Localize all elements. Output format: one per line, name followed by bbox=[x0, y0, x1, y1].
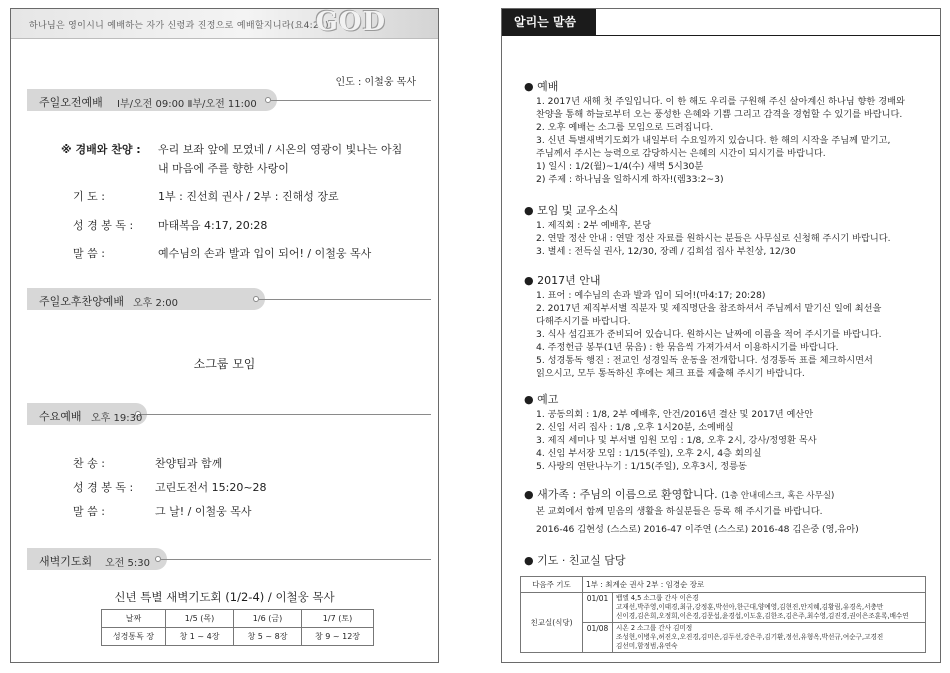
table-cell: 친교실(식당) bbox=[521, 593, 583, 653]
reading-value: 마태복음 4:17, 20:28 bbox=[158, 219, 268, 232]
section-time-morning: Ⅰ부/오전 09:00 Ⅱ부/오전 11:00 bbox=[117, 99, 257, 110]
wed-praise-label: 찬 송 : bbox=[73, 457, 105, 470]
bullet-dot bbox=[253, 296, 259, 302]
section-title-wednesday: 수요예배 bbox=[39, 410, 82, 423]
newcomer-heading-text: ● 새가족 : 주님의 이름으로 환영합니다. bbox=[524, 488, 718, 501]
divider bbox=[141, 414, 431, 415]
announcements-header: 알리는 말씀 bbox=[502, 9, 596, 36]
announcements-panel bbox=[501, 8, 941, 663]
list-item: 3. 식사 섬김표가 준비되어 있습니다. 원하시는 날짜에 이름을 적어 주시기를 바랍니다. bbox=[536, 329, 882, 340]
wed-praise-value: 찬양팀과 함께 bbox=[155, 457, 223, 470]
section-time-dawn: 오전 5:30 bbox=[105, 558, 150, 569]
reading-schedule-table bbox=[101, 609, 374, 646]
section-time-afternoon: 오후 2:00 bbox=[133, 298, 178, 309]
list-item: 1. 표어 : 예수님의 손과 발과 입이 되어!(마4:17; 20:28) bbox=[536, 290, 766, 301]
sermon-value: 예수님의 손과 발과 입이 되어! / 이철웅 목사 bbox=[158, 247, 372, 260]
wed-reading-value: 고린도전서 15:20~28 bbox=[155, 481, 267, 494]
section-title-dawn: 새벽기도회 bbox=[39, 555, 93, 568]
list-item: 3. 별세 : 전득실 권사, 12/30, 장례 / 김희섭 집사 부친상, 12/30 bbox=[536, 246, 796, 257]
table-row bbox=[102, 610, 374, 628]
table-row bbox=[521, 593, 926, 623]
guide-heading: ● 2017년 안내 bbox=[524, 274, 601, 287]
newcomer-line-1: 본 교회에서 함께 믿음의 생활을 하실분들은 등록 해 주시기를 바랍니다. bbox=[536, 506, 823, 517]
meeting-heading: ● 모임 및 교우소식 bbox=[524, 204, 619, 217]
divider bbox=[271, 100, 431, 101]
table-cell: 날짜 bbox=[102, 610, 166, 628]
table-cell: 시온 2 소그룹 간사 김미정 조성현,이병우,허진오,오진경,김미은,김두선,강은주,김기환,정선,유형옥,박선규,여순구,고경진 김선미,함정범,유연숙 bbox=[613, 623, 926, 653]
list-item: 4. 주정헌금 봉투(1년 묶음) : 한 묶음씩 가져가셔서 이용하시기를 바랍니다. bbox=[536, 342, 839, 353]
list-item: 2. 연말 정산 안내 : 연말 정산 자료를 원하시는 분들은 사무실로 신청해 주시기 바랍니다. bbox=[536, 233, 891, 244]
banner-verse: 하나님은 영이시니 예배하는 자가 신령과 진정으로 예배할지니라(요4:24) bbox=[29, 21, 329, 31]
table-cell: 1부 : 최계순 권사 2부 : 임경순 장로 bbox=[583, 577, 926, 593]
sermon-label: 말 씀 : bbox=[73, 247, 105, 260]
list-item: 1. 공동의회 : 1/8, 2부 예배후, 안건/2016년 결산 및 2017년 예산안 bbox=[536, 409, 814, 420]
worship-heading: ● 예배 bbox=[524, 80, 559, 93]
notice-heading: ● 예고 bbox=[524, 393, 559, 406]
table-cell: 01/01 bbox=[583, 593, 613, 623]
praise-line-2: 내 마음에 주를 향한 사랑이 bbox=[158, 162, 289, 175]
list-item: 2. 2017년 제직부서별 직분자 및 제직명단을 참조하셔서 주님께서 맡기신 일에 최선을 bbox=[536, 303, 882, 314]
wed-sermon-value: 그 날! / 이철웅 목사 bbox=[155, 505, 252, 518]
reading-label: 성 경 봉 독 : bbox=[73, 219, 134, 232]
table-cell: 01/08 bbox=[583, 623, 613, 653]
list-item: 주님께서 주시는 능력으로 감당하시는 은혜의 시간이 되시기를 바랍니다. bbox=[536, 148, 826, 159]
prayer-label: 기 도 : bbox=[73, 190, 105, 203]
list-item: 3. 제직 세미나 및 부서별 임원 모임 : 1/8, 오후 2시, 강사/정영환 목사 bbox=[536, 435, 817, 446]
table-cell: 창 5 ~ 8장 bbox=[234, 628, 302, 646]
divider bbox=[259, 299, 431, 300]
list-item: 2. 신임 서리 집사 : 1/8 ,오후 1시20분, 소예배실 bbox=[536, 422, 734, 433]
god-logo: GOD bbox=[315, 8, 386, 37]
officiant: 인도 : 이철웅 목사 bbox=[335, 77, 416, 88]
table-row bbox=[102, 628, 374, 646]
bullet-dot bbox=[155, 556, 161, 562]
prayer-room-table bbox=[520, 576, 926, 653]
afternoon-body: 소그룹 모임 bbox=[193, 357, 256, 371]
prayer-room-heading: ● 기도 · 친교실 담당 bbox=[524, 554, 626, 567]
list-item: 읽으시고, 모두 통독하신 후에는 체크 표를 제출해 주시기 바랍니다. bbox=[536, 368, 805, 379]
section-title-afternoon: 주일오후찬양예배 bbox=[39, 295, 125, 308]
list-item: 1) 일시 : 1/2(월)~1/4(수) 새벽 5시30분 bbox=[536, 161, 704, 172]
list-item: 다해주시기를 바랍니다. bbox=[536, 316, 631, 327]
newcomer-line-2: 2016-46 김현성 (스스로) 2016-47 이주연 (스스로) 2016-48 김은중 (영,유아) bbox=[536, 524, 859, 535]
newcomer-heading-note: (1층 안내데스크, 혹은 사무실) bbox=[721, 491, 835, 501]
table-cell: 1/5 (목) bbox=[166, 610, 234, 628]
section-title-morning: 주일오전예배 bbox=[39, 96, 103, 109]
table-cell: 1/7 (토) bbox=[302, 610, 374, 628]
divider bbox=[161, 559, 431, 560]
table-row bbox=[521, 577, 926, 593]
table-cell: 다음주 기도 bbox=[521, 577, 583, 593]
prayer-value: 1부 : 진선희 권사 / 2부 : 진해성 장로 bbox=[158, 190, 339, 203]
list-item: 2) 주제 : 하나님을 일하시게 하자!(렘33:2~3) bbox=[536, 174, 724, 185]
table-cell: 창 1 ~ 4장 bbox=[166, 628, 234, 646]
service-order-panel bbox=[10, 8, 439, 663]
list-item: 3. 신년 특별새벽기도회가 내일부터 수요일까지 있습니다. 한 해의 시작을 주님께 맡기고, bbox=[536, 135, 891, 146]
list-item: 2. 오후 예배는 소그룹 모임으로 드려집니다. bbox=[536, 122, 714, 133]
list-item: 1. 2017년 새해 첫 주일입니다. 이 한 해도 우리를 구원해 주신 살아계신 하나님 향한 경배와 bbox=[536, 96, 905, 107]
divider bbox=[596, 35, 940, 36]
list-item: 4. 신임 부서장 모임 : 1/15(주일), 오후 2시, 4층 회의실 bbox=[536, 448, 762, 459]
newcomer-heading bbox=[524, 486, 834, 502]
wed-sermon-label: 말 씀 : bbox=[73, 505, 105, 518]
list-item: 5. 사랑의 연탄나누기 : 1/15(주일), 오후3시, 정릉동 bbox=[536, 461, 747, 472]
list-item: 1. 제직회 : 2부 예배후, 본당 bbox=[536, 220, 652, 231]
table-cell: 창 9 ~ 12장 bbox=[302, 628, 374, 646]
praise-label: ※ 경배와 찬양 : bbox=[61, 143, 141, 156]
header-banner bbox=[11, 9, 438, 39]
praise-line-1: 우리 보좌 앞에 모였네 / 시온의 영광이 빛나는 아침 bbox=[158, 143, 403, 156]
dawn-special-title: 신년 특별 새벽기도회 (1/2-4) / 이철웅 목사 bbox=[114, 590, 335, 604]
section-time-wednesday: 오후 19:30 bbox=[91, 413, 143, 424]
list-item: 찬양을 통해 하늘로부터 오는 풍성한 은혜와 기쁨 그리고 감격을 경험할 수 있기를 바랍니다. bbox=[536, 109, 903, 120]
table-cell: 뱁엘 4,5 소그룹 간사 이은경 고재선,박주영,이태경,최규,강정훈,박선아,한근대,양예영,김현진,안지혜,김황림,유경옥,서충만 신이경,김은희,오정희,이은경,김문섭,윤경섭,이도훈,김한조,김은주,최수영,김진경,권이은조훈록,배수연 bbox=[613, 593, 926, 623]
wed-reading-label: 성 경 봉 독 : bbox=[73, 481, 134, 494]
list-item: 5. 성경통독 행진 : 전교인 성경일독 운동을 전개합니다. 성경통독 표를 체크하시면서 bbox=[536, 355, 873, 366]
table-cell: 성경통독 장 bbox=[102, 628, 166, 646]
bullet-dot bbox=[265, 97, 271, 103]
table-cell: 1/6 (금) bbox=[234, 610, 302, 628]
